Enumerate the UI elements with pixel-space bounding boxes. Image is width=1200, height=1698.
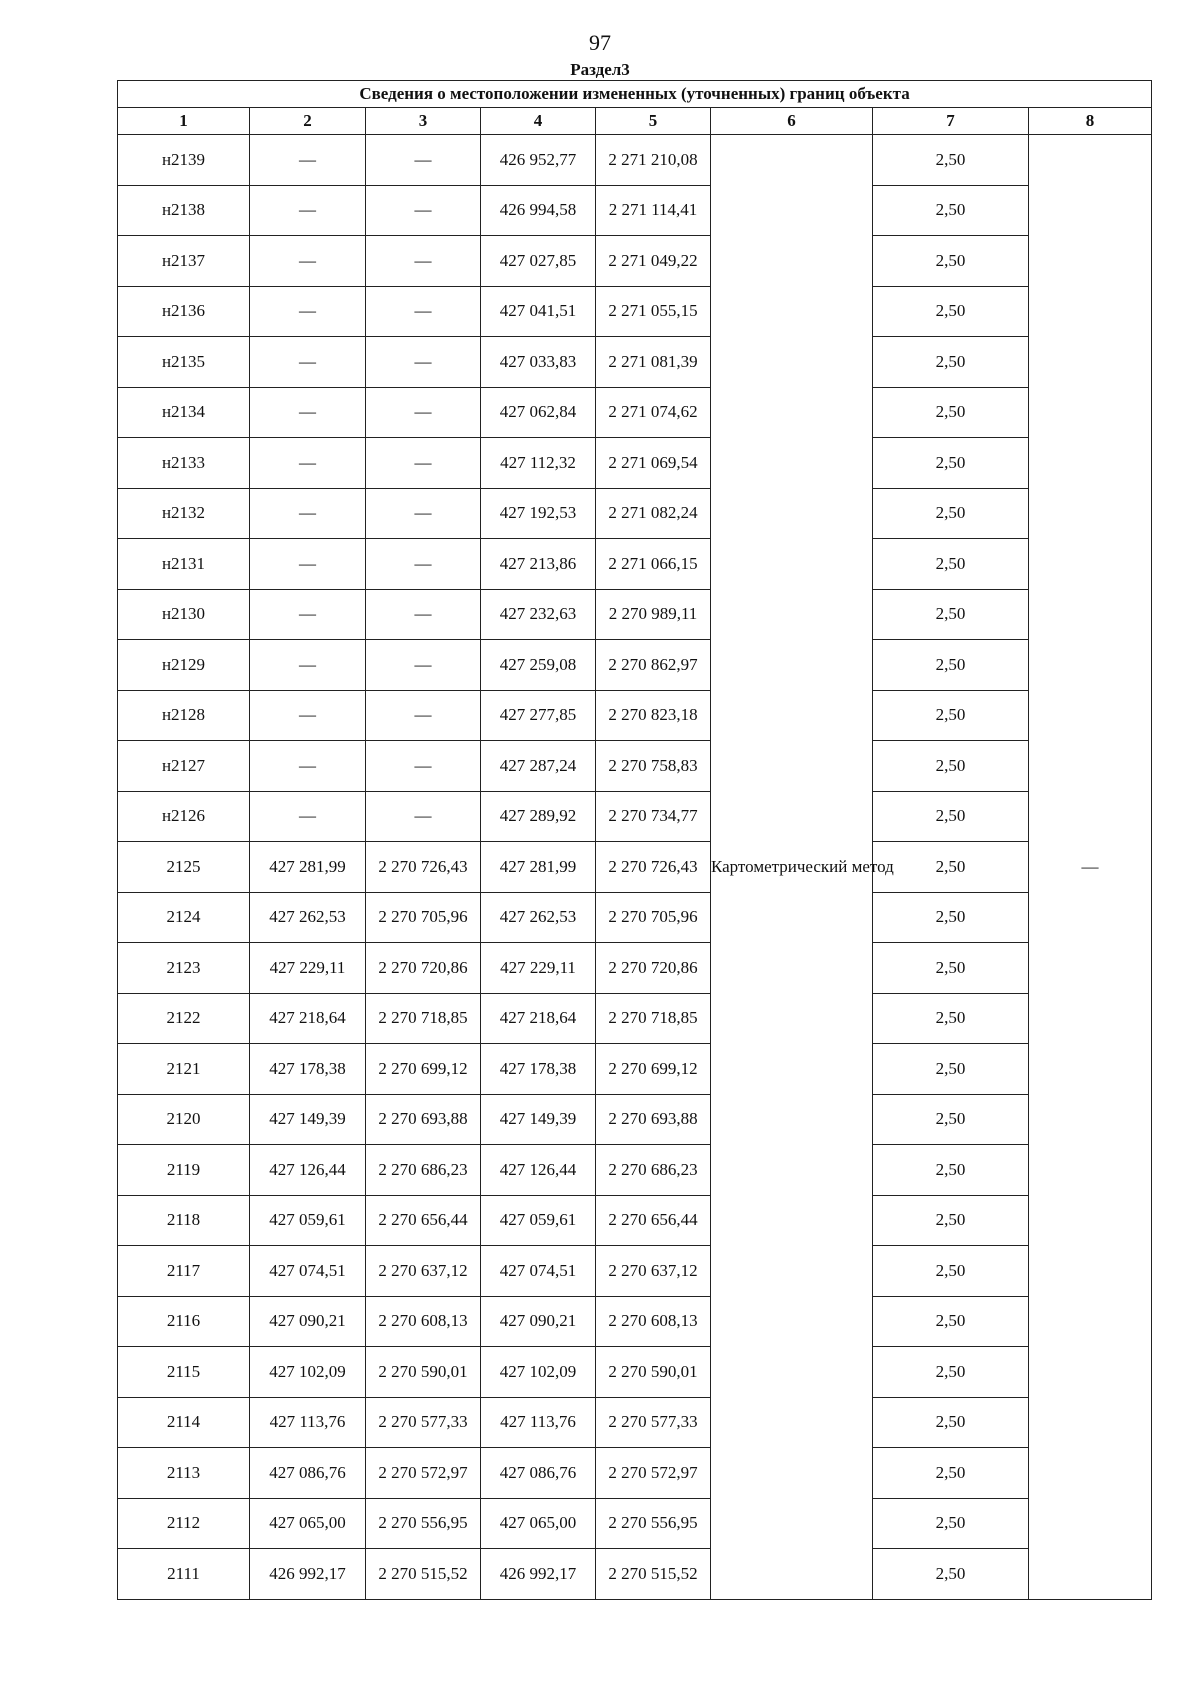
table-body — [118, 135, 1152, 1600]
old-y-cell: — — [366, 286, 481, 337]
old-x-cell: — — [250, 135, 366, 186]
old-x-cell: 427 229,11 — [250, 943, 366, 994]
accuracy-cell: 2,50 — [873, 1145, 1029, 1196]
new-y-cell: 2 270 726,43 — [596, 842, 711, 893]
new-y-cell: 2 270 823,18 — [596, 690, 711, 741]
point-id-cell: 2121 — [118, 1044, 250, 1095]
old-x-cell: 427 090,21 — [250, 1296, 366, 1347]
accuracy-cell: 2,50 — [873, 135, 1029, 186]
accuracy-cell: 2,50 — [873, 943, 1029, 994]
accuracy-cell: 2,50 — [873, 640, 1029, 691]
point-id-cell: н2129 — [118, 640, 250, 691]
new-y-cell: 2 270 656,44 — [596, 1195, 711, 1246]
point-id-cell: 2119 — [118, 1145, 250, 1196]
old-x-cell: 427 065,00 — [250, 1498, 366, 1549]
section-title: Раздел3 — [570, 60, 630, 79]
new-x-cell: 427 149,39 — [481, 1094, 596, 1145]
new-y-cell: 2 270 515,52 — [596, 1549, 711, 1600]
point-id-cell: н2138 — [118, 185, 250, 236]
new-x-cell: 427 090,21 — [481, 1296, 596, 1347]
accuracy-cell: 2,50 — [873, 236, 1029, 287]
old-x-cell: — — [250, 488, 366, 539]
point-id-cell: н2126 — [118, 791, 250, 842]
old-x-cell: — — [250, 690, 366, 741]
column8-cell: — — [1029, 135, 1152, 1600]
table-row — [118, 1549, 1152, 1600]
accuracy-cell: 2,50 — [873, 1044, 1029, 1095]
point-id-cell: 2122 — [118, 993, 250, 1044]
new-x-cell: 427 062,84 — [481, 387, 596, 438]
new-x-cell: 427 229,11 — [481, 943, 596, 994]
new-x-cell: 427 287,24 — [481, 741, 596, 792]
new-x-cell: 426 994,58 — [481, 185, 596, 236]
point-id-cell: 2113 — [118, 1448, 250, 1499]
old-y-cell: — — [366, 438, 481, 489]
point-id-cell: 2115 — [118, 1347, 250, 1398]
point-id-cell: н2135 — [118, 337, 250, 388]
point-id-cell: н2137 — [118, 236, 250, 287]
old-y-cell: 2 270 720,86 — [366, 943, 481, 994]
new-x-cell: 427 041,51 — [481, 286, 596, 337]
page-number: 97 — [589, 30, 611, 55]
new-y-cell: 2 271 210,08 — [596, 135, 711, 186]
new-x-cell: 427 074,51 — [481, 1246, 596, 1297]
accuracy-cell: 2,50 — [873, 438, 1029, 489]
point-id-cell: н2134 — [118, 387, 250, 438]
new-x-cell: 427 281,99 — [481, 842, 596, 893]
new-y-cell: 2 270 637,12 — [596, 1246, 711, 1297]
table-row — [118, 1246, 1152, 1297]
old-y-cell: 2 270 693,88 — [366, 1094, 481, 1145]
table-row — [118, 135, 1152, 186]
new-x-cell: 427 033,83 — [481, 337, 596, 388]
old-y-cell: 2 270 556,95 — [366, 1498, 481, 1549]
new-x-cell: 427 218,64 — [481, 993, 596, 1044]
new-x-cell: 426 952,77 — [481, 135, 596, 186]
point-id-cell: 2125 — [118, 842, 250, 893]
old-x-cell: 427 102,09 — [250, 1347, 366, 1398]
old-y-cell: — — [366, 337, 481, 388]
new-x-cell: 427 232,63 — [481, 589, 596, 640]
new-x-cell: 426 992,17 — [481, 1549, 596, 1600]
point-id-cell: н2128 — [118, 690, 250, 741]
accuracy-cell: 2,50 — [873, 892, 1029, 943]
accuracy-cell: 2,50 — [873, 286, 1029, 337]
table-row — [118, 943, 1152, 994]
old-x-cell: — — [250, 791, 366, 842]
new-x-cell: 427 178,38 — [481, 1044, 596, 1095]
accuracy-cell: 2,50 — [873, 1296, 1029, 1347]
old-x-cell: — — [250, 438, 366, 489]
table-row — [118, 589, 1152, 640]
old-y-cell: — — [366, 236, 481, 287]
old-y-cell: — — [366, 690, 481, 741]
column-number-8: 8 — [1029, 108, 1152, 135]
table-row — [118, 892, 1152, 943]
old-x-cell: — — [250, 236, 366, 287]
old-y-cell: — — [366, 539, 481, 590]
point-id-cell: 2123 — [118, 943, 250, 994]
new-x-cell: 427 277,85 — [481, 690, 596, 741]
point-id-cell: 2120 — [118, 1094, 250, 1145]
old-y-cell: 2 270 608,13 — [366, 1296, 481, 1347]
new-y-cell: 2 270 758,83 — [596, 741, 711, 792]
table-row — [118, 1347, 1152, 1398]
accuracy-cell: 2,50 — [873, 488, 1029, 539]
accuracy-cell: 2,50 — [873, 1448, 1029, 1499]
point-id-cell: 2116 — [118, 1296, 250, 1347]
accuracy-cell: 2,50 — [873, 1347, 1029, 1398]
new-x-cell: 427 059,61 — [481, 1195, 596, 1246]
old-y-cell: 2 270 577,33 — [366, 1397, 481, 1448]
new-x-cell: 427 289,92 — [481, 791, 596, 842]
column-number-3: 3 — [366, 108, 481, 135]
point-id-cell: н2132 — [118, 488, 250, 539]
old-x-cell: — — [250, 387, 366, 438]
point-id-cell: 2117 — [118, 1246, 250, 1297]
accuracy-cell: 2,50 — [873, 1549, 1029, 1600]
point-id-cell: н2139 — [118, 135, 250, 186]
table-row — [118, 1498, 1152, 1549]
column-number-row — [118, 108, 1152, 135]
new-y-cell: 2 270 693,88 — [596, 1094, 711, 1145]
old-x-cell: 426 992,17 — [250, 1549, 366, 1600]
new-y-cell: 2 270 862,97 — [596, 640, 711, 691]
column-number-4: 4 — [481, 108, 596, 135]
table-row — [118, 690, 1152, 741]
new-y-cell: 2 270 718,85 — [596, 993, 711, 1044]
accuracy-cell: 2,50 — [873, 1397, 1029, 1448]
old-y-cell: — — [366, 741, 481, 792]
old-y-cell: 2 270 726,43 — [366, 842, 481, 893]
new-y-cell: 2 271 066,15 — [596, 539, 711, 590]
table-row — [118, 539, 1152, 590]
old-y-cell: — — [366, 135, 481, 186]
new-x-cell: 427 112,32 — [481, 438, 596, 489]
new-y-cell: 2 270 699,12 — [596, 1044, 711, 1095]
accuracy-cell: 2,50 — [873, 1195, 1029, 1246]
point-id-cell: 2114 — [118, 1397, 250, 1448]
new-y-cell: 2 271 081,39 — [596, 337, 711, 388]
accuracy-cell: 2,50 — [873, 185, 1029, 236]
old-x-cell: — — [250, 741, 366, 792]
new-y-cell: 2 270 572,97 — [596, 1448, 711, 1499]
old-x-cell: — — [250, 185, 366, 236]
new-x-cell: 427 192,53 — [481, 488, 596, 539]
accuracy-cell: 2,50 — [873, 1094, 1029, 1145]
old-y-cell: 2 270 699,12 — [366, 1044, 481, 1095]
new-x-cell: 427 027,85 — [481, 236, 596, 287]
old-x-cell: 427 262,53 — [250, 892, 366, 943]
new-x-cell: 427 259,08 — [481, 640, 596, 691]
new-x-cell: 427 086,76 — [481, 1448, 596, 1499]
new-y-cell: 2 271 049,22 — [596, 236, 711, 287]
point-id-cell: н2136 — [118, 286, 250, 337]
old-x-cell: — — [250, 589, 366, 640]
new-x-cell: 427 213,86 — [481, 539, 596, 590]
new-y-cell: 2 270 705,96 — [596, 892, 711, 943]
old-y-cell: 2 270 572,97 — [366, 1448, 481, 1499]
column-number-2: 2 — [250, 108, 366, 135]
accuracy-cell: 2,50 — [873, 1246, 1029, 1297]
point-id-cell: н2130 — [118, 589, 250, 640]
old-x-cell: 427 126,44 — [250, 1145, 366, 1196]
table-row — [118, 1448, 1152, 1499]
point-id-cell: 2111 — [118, 1549, 250, 1600]
old-x-cell: 427 113,76 — [250, 1397, 366, 1448]
new-y-cell: 2 270 989,11 — [596, 589, 711, 640]
old-x-cell: — — [250, 640, 366, 691]
accuracy-cell: 2,50 — [873, 993, 1029, 1044]
point-id-cell: н2133 — [118, 438, 250, 489]
old-x-cell: — — [250, 286, 366, 337]
point-id-cell: 2112 — [118, 1498, 250, 1549]
accuracy-cell: 2,50 — [873, 387, 1029, 438]
table-row — [118, 1195, 1152, 1246]
old-y-cell: — — [366, 791, 481, 842]
old-y-cell: — — [366, 589, 481, 640]
old-x-cell: 427 059,61 — [250, 1195, 366, 1246]
table-row — [118, 1094, 1152, 1145]
table-row — [118, 993, 1152, 1044]
old-y-cell: 2 270 718,85 — [366, 993, 481, 1044]
table-row — [118, 1145, 1152, 1196]
old-x-cell: 427 281,99 — [250, 842, 366, 893]
new-y-cell: 2 270 686,23 — [596, 1145, 711, 1196]
table-row — [118, 1397, 1152, 1448]
accuracy-cell: 2,50 — [873, 337, 1029, 388]
accuracy-cell: 2,50 — [873, 690, 1029, 741]
table-row — [118, 741, 1152, 792]
old-x-cell: — — [250, 337, 366, 388]
accuracy-cell: 2,50 — [873, 842, 1029, 893]
old-x-cell: — — [250, 539, 366, 590]
new-x-cell: 427 113,76 — [481, 1397, 596, 1448]
table-row — [118, 286, 1152, 337]
new-x-cell: 427 065,00 — [481, 1498, 596, 1549]
table-row — [118, 185, 1152, 236]
table-caption: Сведения о местоположении измененных (уточненных) границ объекта — [118, 81, 1152, 108]
new-y-cell: 2 270 734,77 — [596, 791, 711, 842]
new-y-cell: 2 271 069,54 — [596, 438, 711, 489]
old-y-cell: 2 270 656,44 — [366, 1195, 481, 1246]
old-x-cell: 427 086,76 — [250, 1448, 366, 1499]
old-y-cell: 2 270 686,23 — [366, 1145, 481, 1196]
new-y-cell: 2 270 590,01 — [596, 1347, 711, 1398]
old-y-cell: — — [366, 185, 481, 236]
old-y-cell: 2 270 705,96 — [366, 892, 481, 943]
accuracy-cell: 2,50 — [873, 1498, 1029, 1549]
old-x-cell: 427 149,39 — [250, 1094, 366, 1145]
column-number-7: 7 — [873, 108, 1029, 135]
new-y-cell: 2 271 074,62 — [596, 387, 711, 438]
accuracy-cell: 2,50 — [873, 741, 1029, 792]
old-y-cell: 2 270 590,01 — [366, 1347, 481, 1398]
method-cell: Картометрический метод — [711, 135, 873, 1600]
new-y-cell: 2 270 608,13 — [596, 1296, 711, 1347]
old-x-cell: 427 074,51 — [250, 1246, 366, 1297]
old-y-cell: 2 270 515,52 — [366, 1549, 481, 1600]
column-number-5: 5 — [596, 108, 711, 135]
old-y-cell: — — [366, 387, 481, 438]
new-y-cell: 2 270 720,86 — [596, 943, 711, 994]
old-y-cell: 2 270 637,12 — [366, 1246, 481, 1297]
new-x-cell: 427 262,53 — [481, 892, 596, 943]
new-y-cell: 2 271 082,24 — [596, 488, 711, 539]
accuracy-cell: 2,50 — [873, 539, 1029, 590]
new-x-cell: 427 126,44 — [481, 1145, 596, 1196]
point-id-cell: 2124 — [118, 892, 250, 943]
old-x-cell: 427 178,38 — [250, 1044, 366, 1095]
coordinates-table — [117, 80, 1152, 1600]
point-id-cell: н2127 — [118, 741, 250, 792]
table-row — [118, 438, 1152, 489]
point-id-cell: н2131 — [118, 539, 250, 590]
table-row — [118, 1044, 1152, 1095]
old-y-cell: — — [366, 640, 481, 691]
new-y-cell: 2 270 556,95 — [596, 1498, 711, 1549]
table-row — [118, 337, 1152, 388]
new-x-cell: 427 102,09 — [481, 1347, 596, 1398]
old-y-cell: — — [366, 488, 481, 539]
accuracy-cell: 2,50 — [873, 589, 1029, 640]
accuracy-cell: 2,50 — [873, 791, 1029, 842]
table-row — [118, 488, 1152, 539]
new-y-cell: 2 270 577,33 — [596, 1397, 711, 1448]
new-y-cell: 2 271 055,15 — [596, 286, 711, 337]
column-number-1: 1 — [118, 108, 250, 135]
table-row — [118, 1296, 1152, 1347]
table-row — [118, 842, 1152, 893]
new-y-cell: 2 271 114,41 — [596, 185, 711, 236]
point-id-cell: 2118 — [118, 1195, 250, 1246]
column-number-6: 6 — [711, 108, 873, 135]
table-row — [118, 387, 1152, 438]
table-row — [118, 791, 1152, 842]
table-row — [118, 640, 1152, 691]
old-x-cell: 427 218,64 — [250, 993, 366, 1044]
table-row — [118, 236, 1152, 287]
